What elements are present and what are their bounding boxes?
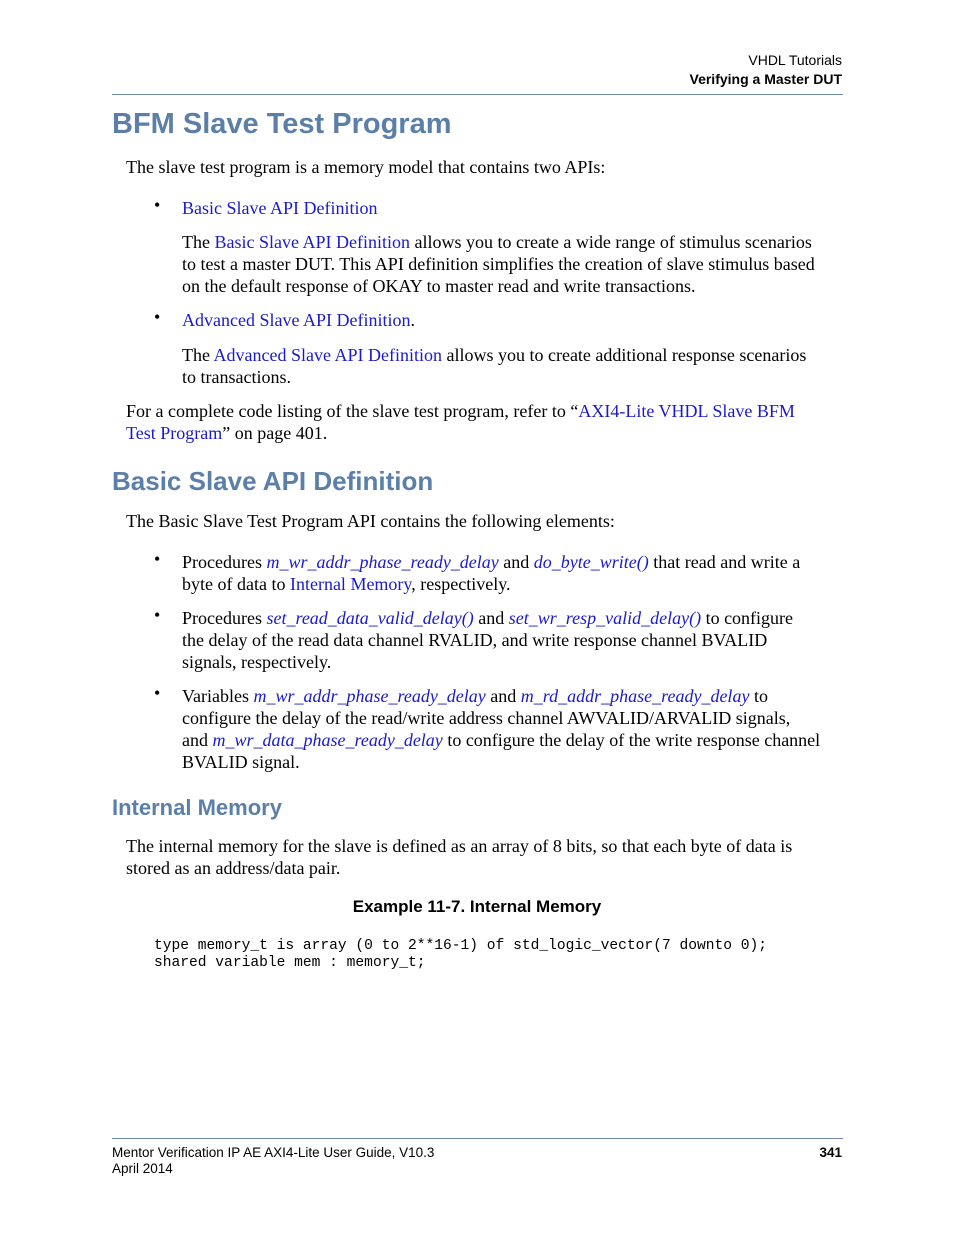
axi4-lite-slave-bfm-link-cont[interactable]: Test Program xyxy=(126,423,223,443)
axi4-lite-slave-bfm-link[interactable]: AXI4-Lite VHDL Slave BFM xyxy=(578,401,795,421)
m-rd-addr-phase-ready-delay-link[interactable]: m_rd_addr_phase_ready_delay xyxy=(520,686,750,706)
code-listing xyxy=(154,938,767,972)
text-span: and xyxy=(182,730,213,750)
bullet-icon: • xyxy=(154,683,161,703)
text-line: BVALID signal. xyxy=(182,752,300,772)
header-divider xyxy=(112,94,843,95)
intro-paragraph: The slave test program is a memory model that contains two APIs: xyxy=(126,157,606,177)
text-span: The xyxy=(182,232,215,252)
text-span: allows you to create additional response scenarios xyxy=(441,345,807,365)
running-header-section: VHDL Tutorials xyxy=(748,52,842,68)
text-span: Procedures xyxy=(182,552,267,572)
text-span: to configure the delay of the write response channel xyxy=(442,730,821,750)
bullet-icon: • xyxy=(154,195,161,215)
text-line: on the default response of OKAY to master read and write transactions. xyxy=(182,276,696,296)
text-line: signals, respectively. xyxy=(182,652,332,672)
text-line: to transactions. xyxy=(182,367,291,387)
bullet-description xyxy=(182,344,852,388)
text-line: configure the delay of the read/write address channel AWVALID/ARVALID signals, xyxy=(182,708,791,728)
basic-intro-paragraph: The Basic Slave Test Program API contains the following elements: xyxy=(126,511,615,531)
bullet-item xyxy=(182,607,852,673)
text-span: and xyxy=(473,608,509,628)
basic-slave-api-link-inline[interactable]: Basic Slave API Definition xyxy=(214,232,410,252)
example-caption: Example 11-7. Internal Memory xyxy=(352,897,602,916)
code-line: shared variable mem : memory_t; xyxy=(154,955,426,971)
set-read-data-valid-delay-link[interactable]: set_read_data_valid_delay() xyxy=(266,608,474,628)
running-header-subsection: Verifying a Master DUT xyxy=(689,71,842,87)
subsection-heading: Internal Memory xyxy=(112,795,282,820)
listing-reference-paragraph xyxy=(126,400,846,444)
text-line: to test a master DUT. This API definition simplifies the creation of slave stimulus based xyxy=(182,254,815,274)
internal-memory-link[interactable]: Internal Memory xyxy=(289,574,412,594)
bullet-description xyxy=(182,231,852,297)
bullet-icon: • xyxy=(154,549,161,569)
text-span: For a complete code listing of the slave test program, refer to “ xyxy=(126,401,579,421)
text-line: stored as an address/data pair. xyxy=(126,858,341,878)
advanced-slave-api-link-inline[interactable]: Advanced Slave API Definition xyxy=(213,345,442,365)
text-span: to configure xyxy=(701,608,794,628)
section-heading: Basic Slave API Definition xyxy=(112,466,434,496)
advanced-slave-api-link[interactable]: Advanced Slave API Definition xyxy=(182,310,411,330)
text-span: Procedures xyxy=(182,608,267,628)
text-span: to xyxy=(749,686,768,706)
text-span: ” on page 401. xyxy=(222,423,328,443)
text-span: and xyxy=(498,552,534,572)
internal-memory-paragraph xyxy=(126,835,846,879)
text-span: that read and write a xyxy=(648,552,801,572)
m-wr-addr-phase-ready-delay-link[interactable]: m_wr_addr_phase_ready_delay xyxy=(266,552,499,572)
text-span: Variables xyxy=(182,686,254,706)
page-title: BFM Slave Test Program xyxy=(112,108,452,140)
basic-slave-api-link[interactable]: Basic Slave API Definition xyxy=(182,198,378,218)
text-line: the delay of the read data channel RVALID, and write response channel BVALID xyxy=(182,630,768,650)
footer-date: April 2014 xyxy=(112,1161,173,1176)
footer-document-title: Mentor Verification IP AE AXI4-Lite User Guide, V10.3 xyxy=(112,1145,435,1160)
bullet-icon: • xyxy=(154,307,161,327)
text-line: The internal memory for the slave is defined as an array of 8 bits, so that each byte of data is xyxy=(126,836,793,856)
m-wr-data-phase-ready-delay-link[interactable]: m_wr_data_phase_ready_delay xyxy=(212,730,443,750)
bullet-item xyxy=(182,685,862,773)
bullet-item xyxy=(182,197,377,219)
text-span: byte of data to xyxy=(182,574,290,594)
text-span: and xyxy=(485,686,521,706)
text-span: allows you to create a wide range of stimulus scenarios xyxy=(409,232,812,252)
bullet-icon: • xyxy=(154,605,161,625)
set-wr-resp-valid-delay-link[interactable]: set_wr_resp_valid_delay() xyxy=(508,608,702,628)
bullet-item xyxy=(182,551,852,595)
text-span: The xyxy=(182,345,214,365)
text-span: . xyxy=(410,310,415,330)
bullet-item xyxy=(182,309,415,331)
m-wr-addr-phase-ready-delay-var-link[interactable]: m_wr_addr_phase_ready_delay xyxy=(253,686,486,706)
footer-divider xyxy=(112,1138,843,1139)
code-line: type memory_t is array (0 to 2**16-1) of std_logic_vector(7 downto 0); xyxy=(154,938,768,954)
text-span: , respectively. xyxy=(411,574,511,594)
do-byte-write-link[interactable]: do_byte_write() xyxy=(533,552,649,572)
page-number: 341 xyxy=(819,1145,842,1160)
